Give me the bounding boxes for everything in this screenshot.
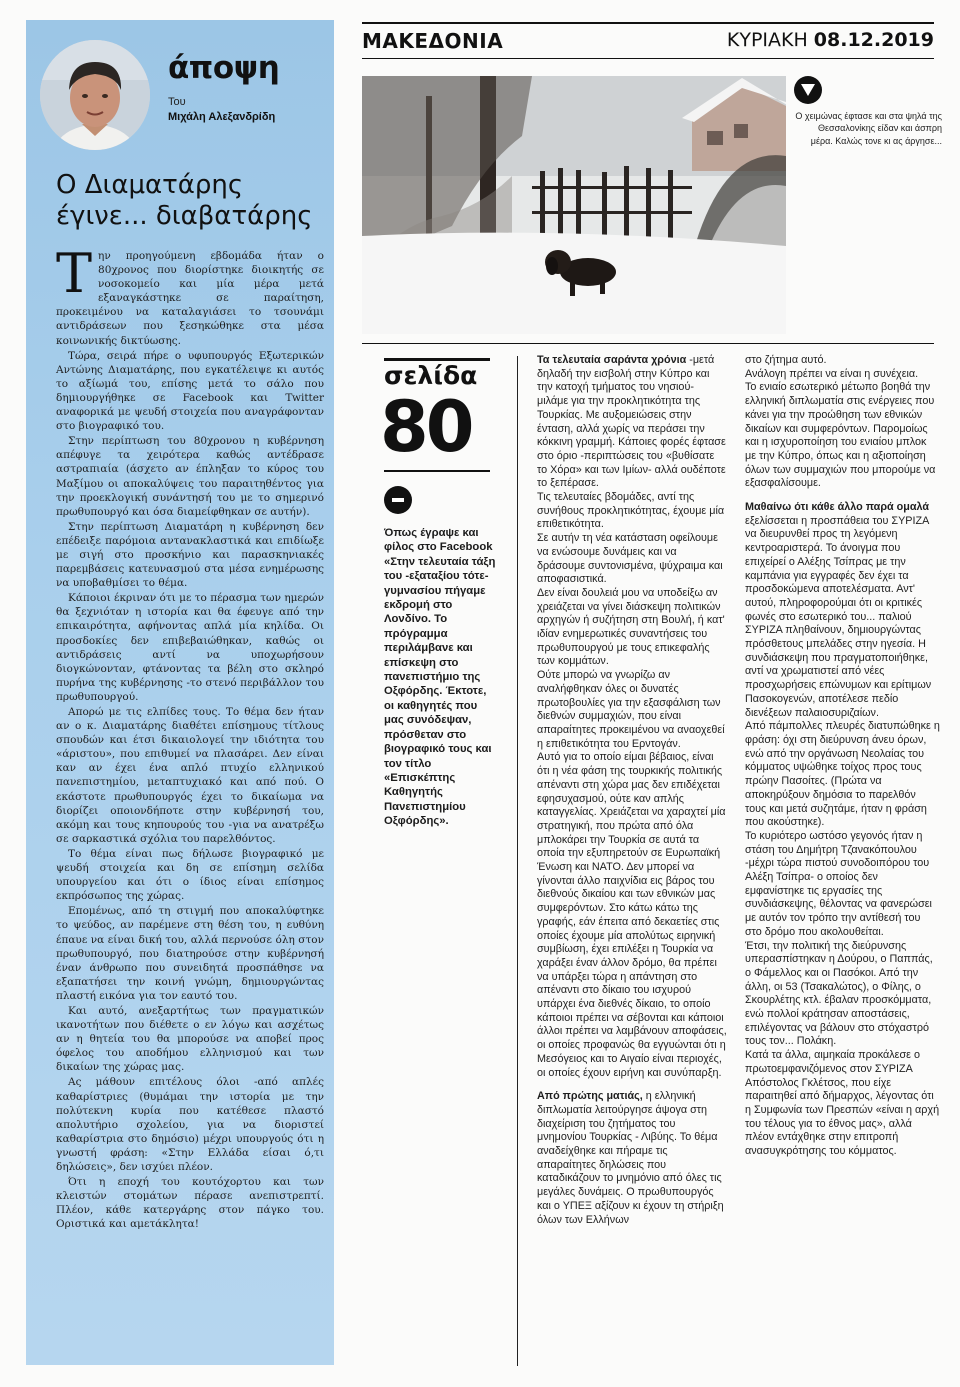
header-rule-top	[362, 22, 934, 24]
opinion-paragraph: Στην περίπτωση του 80χρονου η κυβέρνηση απέφυγε τα χειρότερα καθώς αντέδρασε αστραπιαία (άσχετο αν έπληξαν το κύρος του Μαξίμου οι αποκαλύψεις του παραιτηθέντος για την προεκλογική συνάντησή του με το σημερινό πρωθυπουργό και όσα διαμείφθηκαν σε αυτήν).	[56, 435, 324, 518]
issue-date	[727, 29, 934, 51]
article-paragraph: Ανάλογη πρέπει να είναι η συνέχεια.	[745, 367, 919, 380]
article-paragraph: Τα τελευταία σαράντα χρόνια -μετά δηλαδή την εισβολή στην Κύπρο και την κατοχή τμήματος του νησιού- μιλάμε για την προκλητικότητα της Τουρκίας. Με αυξομειώσεις στην ένταση, αλλά χωρίς να περάσει την κόκκινη γραμμή. Κάποιες φορές έφτασε στο όριο -περιπτώσεις του «βυθίσατε το Χόρα» και των Ιμίων- αλλά ουδέποτε το ξεπέρασε.	[537, 354, 726, 490]
page-label: σελίδα	[384, 361, 478, 390]
page-box-rule-bottom	[384, 470, 490, 472]
article-paragraph: στο ζήτημα αυτό.	[745, 354, 827, 366]
header-rule-bottom	[362, 58, 934, 59]
opinion-paragraph: Την προηγούμενη εβδομάδα ήταν ο 80χρονος που διορίστηκε διοικητής σε νοσοκομείο και μία μέρα μετά εξαναγκάστηκε σε παραίτηση, προκειμένου να καταλαγιάσει το τσουνάμι αντιδράσεων που ξεσηκώθηκε στα μέσα κοινωνικής δικτύωσης.	[56, 242, 324, 347]
column-divider	[517, 356, 518, 1366]
snow-photo	[362, 76, 786, 334]
issue-date-value: 08.12.2019	[813, 29, 934, 51]
article-paragraph: Έτσι, την πολιτική της διεύρυνσης υπερασπίστηκαν η Δούρου, ο Παππάς, ο Φάμελλος και οι Πασόκοι. Από την άλλη, οι 53 (Τσακαλώτος), ο Φίλης, ο Σκουρλέτης κτλ. έβαλαν προσκόμματα, ενώ πολλοί κράτησαν αποστάσεις, επιλέγοντας να βάλουν στο στόχαστρό τους τον... Πολάκη.	[745, 939, 933, 1048]
article-paragraph: Τις τελευταίες βδομάδες, αντί της συνήθους προκλητικότητας, έχουμε μία επιθετικότητα.	[537, 491, 725, 531]
opinion-paragraph: Το θέμα είναι πως δήλωσε βιογραφικό με ψευδή στοιχεία και δη σε επίσημη σελίδα υπουργείου και ότι ο ίδιος είναι επίσημος εκπρόσωπος της χώρας.	[56, 847, 324, 903]
article-column-a	[537, 354, 727, 1227]
down-triangle-icon	[794, 76, 822, 104]
article-paragraph: Ούτε μπορώ να γνωρίζω αν αναλήφθηκαν όλες οι δυνατές πρωτοβουλίες για την εξασφάλιση των διεθνών συμμαχιών, που είναι απαραίτητες προκειμένου να αναοχεθεί η επιθετικότητα του Ερντογάν.	[537, 669, 725, 750]
article-paragraph: Αυτό για το οποίο είμαι βέβαιος, είναι ότι η νέα φάση της τουρκικής πολιτικής απέναντι στη χώρα μας δεν επιδέχεται εφησυχασμού, ούτε καν απλής καταγγελίας. Χρειάζεται να χαραχτεί μία στρατηγική, που πρώτα από όλα μπλοκάρει την Τουρκία σε αυτά τα οποία την εξυπηρετούν σε Ευρωπαϊκή Ένωση και ΝΑΤΟ. Δεν μπορεί να γίνονται άλλο παιχνίδια εις βάρος του διεθνούς δικαίου και των εθνικών μας συμφερόντων. Στο κάτω κάτω της γραφής, εάν έπειτα από δεκαετίες στις οποίες έχουμε μία απολύτως ειρηνική συμβίωση, έχει επιλέξει η Τουρκία να χαράξει έναν άλλον δρόμο, θα πρέπει να υπάρξει τώρα η απάντηση στο απέναντι στο δίκαιο του ισχυρού υπάρχει ένα διεθνές δίκαιο, το οποίο κάποιοι πρέπει να σέβονται και κάποιοι άλλοι πρέπει να λαμβάνουν αποφάσεις, οι οποίες προφανώς θα εγγυώνται ότι η Μεσόγειος και το Αιγαίο είναι περιοχές, οι οποίες έχουν ειρήνη και συνύπαρξη.	[537, 751, 727, 1079]
headline-line-1: Ο Διαματάρης	[56, 170, 244, 200]
opinion-paragraph: Και αυτό, ανεξαρτήτως των πραγματικών ικανοτήτων που διέθετε ο εν λόγω και ασχέτως αν η θητεία του θα μπορούσε να αποβεί προς όφελος του αποδήμου ελληνισμού και των δικαίων της χώρας μας.	[56, 1004, 324, 1074]
drop-cap: Τ	[56, 242, 93, 305]
headline-line-2: έγινε... διαβατάρης	[56, 201, 313, 231]
article-paragraph: Μαθαίνω ότι κάθε άλλο παρά ομαλά εξελίσσεται η προσπάθεια του ΣΥΡΙΖΑ να διευρυνθεί προς τη λεγόμενη κεντροαριστερά. Το άνοιγμα που επιχείρεί ο Αλέξης Τσίπρας με την καμπάνια για εγγραφές δεν έχει τα προσδοκώμενα αποτελέσματα. Αντ' αυτού, πληροφορούμαι ότι οι κριτικές φωνές στο εσωτερικό του... παλιού ΣΥΡΙΖΑ πληθαίνουν, δημιουργώντας πρόσθετους μπελάδες στην ηγεσία. Η συνδιάσκεψη που πραγματοποιήθηκε, αντί να χρωματιστεί από νέες προσχωρήσεις επώνυμων και ερίτιμων Πασοκογενών, αποτέλεσε πεδίο διενέξεων παλαιοσυριζαίων.	[745, 501, 932, 719]
opinion-headline	[56, 170, 326, 232]
opinion-kicker: άποψη	[168, 50, 280, 86]
masthead: ΜΑΚΕΔΟΝΙΑ	[362, 29, 504, 53]
article-paragraph: Σε αυτήν τη νέα κατάσταση οφείλουμε να ενώσουμε δυνάμεις και να δράσουμε συντονισμένα, ψύχραιμα και αποφασιστικά.	[537, 532, 723, 586]
opinion-body	[56, 242, 324, 1232]
article-paragraph: Κατά τα άλλα, αιμηκαία προκάλεσε ο πρωτοεμφανιζόμενος στον ΣΥΡΙΖΑ Απόστολος Γκλέτσος, που είχε παραιτηθεί από δήμαρχος, λέγοντας ότι η Συμφωνία των Πρεσπών «είναι η αρχή του τέλους για το έθνος μας», αλλά πλέον εντάχθηκε στην επιτροπή ανασυγκρότησης του κόμματος.	[745, 1049, 940, 1158]
opinion-column	[26, 20, 334, 1365]
article-column-b	[745, 354, 940, 1159]
author-name: Μιχάλη Αλεξανδρίδη	[168, 111, 276, 123]
opinion-paragraph: Κάποιοι έκριναν ότι με το πέρασμα των ημερών θα ξεχνιόταν η ιστορία και θα έφευγε από την επικαιρότητα, αφήνοντας απλά μία κηλίδα. Οι προσδοκίες δεν επιβεβαιώθηκαν, καθώς οι αντιδράσεις αντί να υποχωρήσουν διογκώνονταν, φτάνοντας τα βέλη στο σκληρό πυρήνα της κυβέρνησης -το στενό περιβάλλον του πρωθυπουργού.	[56, 592, 324, 703]
author-avatar	[40, 40, 150, 150]
page-number: 80	[380, 386, 472, 468]
photo-caption: Ο χειμώνας έφτασε και στα ψηλά της Θεσσαλονίκης είδαν και άσπρη μέρα. Καλώς τονε κι ας άργησε...	[795, 111, 942, 146]
opinion-paragraph: Ας μάθουν επιτέλους όλοι -από απλές καθαρίστριες (θυμάμαι την ιστορία με την πολύτεκνη κυρία που κατέθεσε πλαστό απολυτήριο σχολείου, για να διοριστεί καθαρίστρια στο δημόσιο) μέχρι υπουργούς ότι η γνωστή φράση: «Στην Ελλάδα είσαι ό,τι δηλώσεις», δεν ισχύει πλέον.	[56, 1076, 324, 1173]
minus-icon	[384, 486, 412, 514]
article-paragraph: Το κυριότερο ωστόσο γεγονός ήταν η στάση του Δημήτρη Τζανακόπουλου -μέχρι τώρα πιστού συνοδοιπόρου του Αλέξη Τσίπρα- ο οποίος δεν εμφανίστηκε τις εργασίες της συνδιάσκεψης, θέλοντας να φανερώσει με αυτόν τον τρόπο την αντίθεσή του στο δρόμο που ακολουθείται.	[745, 829, 932, 938]
page-box-quote: Όπως έγραψε και φίλος στο Facebook «Στην τελευταία τάξη του -εξαταξίου τότε- γυμνασίου πήγαμε εκδρομή στο Λονδίνο. Το πρόγραμμα περιλάμβανε και επίσκεψη στο πανεπιστήμιο της Οξφόρδης. Έκτοτε, οι καθηγητές που μας συνόδεψαν, πρόσθεταν στο βιογραφικό τους και τον τίτλο «Επισκέπτης Καθηγητής Πανεπιστημίου Οξφόρδης».	[384, 527, 496, 828]
opinion-paragraph: Στην περίπτωση Διαματάρη η κυβέρνηση δεν επέδειξε παρόμοια αντανακλαστικά και επιδίωξε με σιγή στο προσκήνιο και παρασκηνιακές παρεμβάσεις κατευνασμού στα μέσα ενημέρωσης να υποβαθμίσει το θέμα.	[56, 520, 324, 590]
opinion-paragraph: Ότι η εποχή του κουτόχορτου και των κλειστών στομάτων πέρασε ανεπιστρεπτί. Πλέον, κάθε κατεργάρης στον πάγκο του. Οριστικά και αμετάκλητα!	[56, 1176, 324, 1231]
article-paragraph: Από πρώτης ματιάς, η ελληνική διπλωματία λειτούργησε άψογα στη διαχείριση του ζητήματος του μνημονίου Τουρκίας - Λιβύης. Το θέμα αναδείχθηκε και πήραμε τις απαραίτητες δηλώσεις που καταδικάζουν το μνημόνιο από όλες τις μεγάλες δυνάμεις. Ο πρωθυπουργός και ο ΥΠΕΞ αξίζουν κι έχουν τη στήριξη όλων των Ελλήνων	[537, 1090, 724, 1226]
photo-rule	[362, 343, 934, 344]
opinion-paragraph: Απορώ με τις ελπίδες τους. Το θέμα δεν ήταν αν ο κ. Διαματάρης διαθέτει επίσημους τίτλους σπουδών και έτσι δικαιολογεί την ιδιότητα του «άριστου», που επιθυμεί να πλασάρει. Δεν είναι καν αν έχει ένα απλό πτυχίο ελληνικού πανεπιστημίου, μεταπτυχιακό και από πού. Ο εκάστοτε πρωθυπουργός έχει το δικαίωμα να διορίζει οποιονδήποτε στην κυβέρνησή του, ακόμη και τους κηπουρούς του -για να ανατρέξω σε σαρκαστικά σχόλια του παρελθόντος.	[56, 706, 324, 845]
opinion-paragraph: Επομένως, από τη στιγμή που αποκαλύφτηκε το ψεύδος, αν παρέμενε στη θέση του, η ευθύνη έπαυε να είναι δική του, αλλά περνούσε όλη στον πρωθυπουργό, που διατηρούσε στην κυβέρνησή έναν άνθρωπο που συνειδητά προσπάθησε να εξαπατήσει την κοινή γνώμη, δημιουργώντας πλαστή εικόνα για τον εαυτό του.	[56, 905, 324, 1002]
article-paragraph: Δεν είναι δουλειά μου να υποδείξω αν χρειάζεται να γίνει διάσκεψη πολιτικών αρχηγών ή συζήτηση στη Βουλή, ή κατ' ιδίαν ενημερωτικές συναντήσεις του πρωθυπουργού με τους επικεφαλής των κομμάτων.	[537, 586, 725, 668]
issue-day: ΚΥΡΙΑΚΗ	[726, 29, 808, 51]
byline-prefix: Του	[168, 96, 186, 108]
article-paragraph: Το ενιαίο εσωτερικό μέτωπο βοηθά την ελληνική διπλωματία στις ενέργειες που κάνει για την προώθηση των εθνικών δικαίων και συμφερόντων. Παρομοίως και η ισχυροποίηση του ενιαίου μπλοκ με την Κύπρο, όπως και η αξιοποίηση όλων των συμμαχιών που μπορούμε να εξασφαλίσουμε.	[745, 381, 936, 490]
opinion-paragraph: Τώρα, σειρά πήρε ο υφυπουργός Εξωτερικών Αντώνης Διαματάρης, που εγκατέλειψε κι αυτός το αξίωμά του, επίσης μετά το σάλο που δημιουργήθηκε σε Facebook και Twitter αναφορικά με ψευδή στοιχεία που αναγράφονταν στο βιογραφικό του.	[56, 349, 324, 433]
article-paragraph: Από πάμπολλες πλευρές διατυπώθηκε η φράση: όχι στη διεύρυνση άνευ όρων, ενώ από την οργάνωση Νεολαίας του κόμματος υψώθηκε τοίχος προς τους πρώην Πασοίτες. (Πρώτα να αποκηρύξουν δημόσια το παρελθόν τους και μετά συζητάμε, ήταν η φράση που ακούστηκε).	[745, 720, 940, 829]
